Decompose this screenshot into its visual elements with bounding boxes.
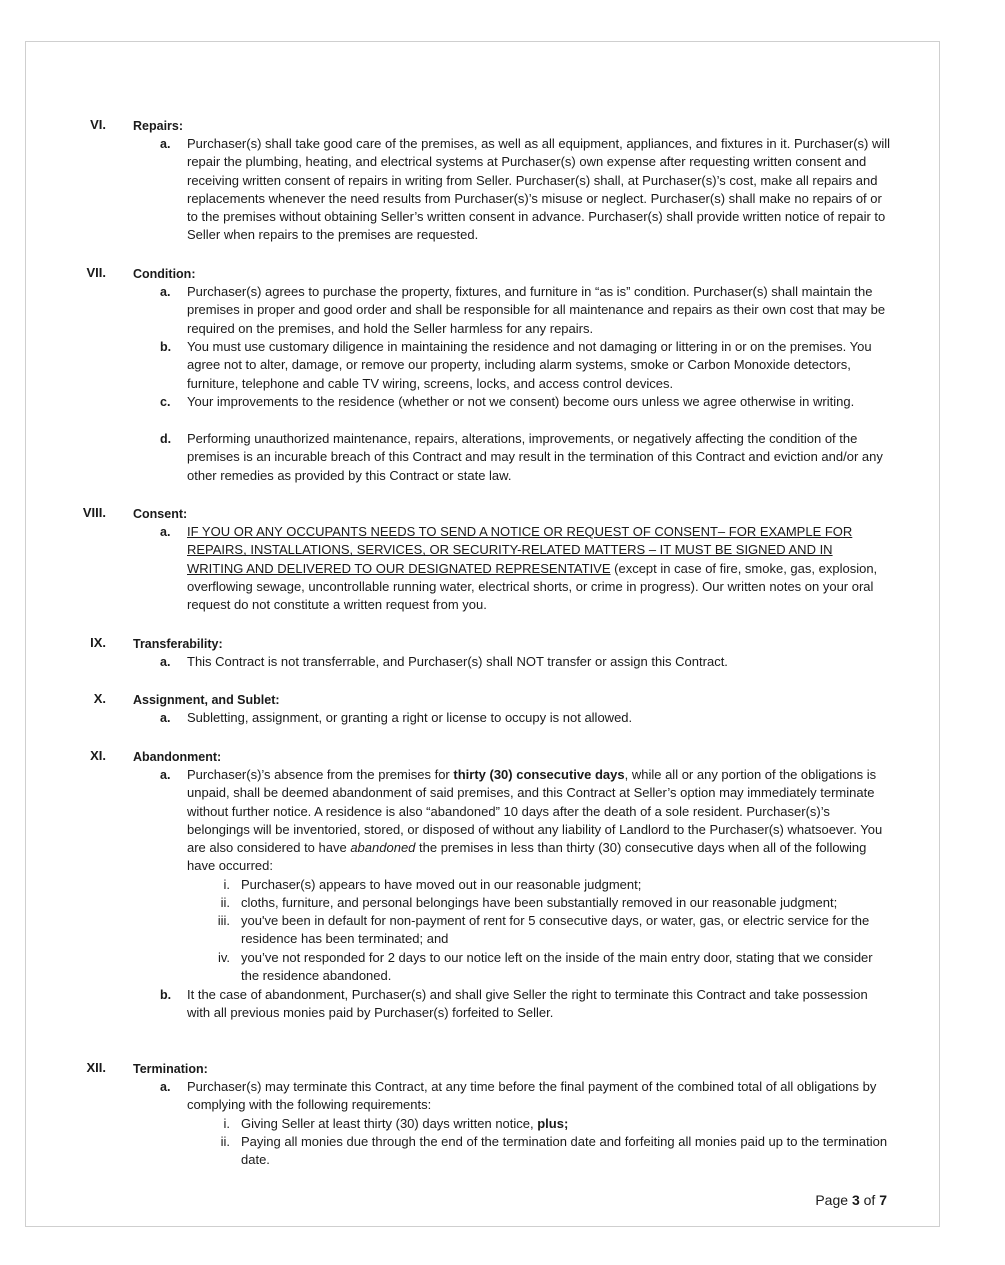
section-number: VIII. xyxy=(82,505,106,520)
sub-item-text: you've been in default for non-payment of rent for 5 consecutive days, or water, gas, or electric service for the residence has been terminated; and xyxy=(241,913,870,947)
section-number: VII. xyxy=(86,265,106,280)
item-letter: a. xyxy=(160,768,171,782)
roman-numeral: ii. xyxy=(220,895,230,910)
bold-duration: thirty (30) consecutive days xyxy=(453,767,625,782)
bold-plus: plus; xyxy=(537,1116,569,1131)
footer-page-label: Page xyxy=(815,1192,852,1208)
sub-item-text: Purchaser(s) appears to have moved out in our reasonable judgment; xyxy=(241,877,642,892)
item-text: Purchaser(s) shall take good care of the premises, as well as all equipment, appliances, and fixtures in it. Purchaser(s) will repair the plumbing, heating, and electrical systems at Purchaser(s) own expense after requesting written consent and receiving written consent of repairs in writing from Seller. Purchaser(s) shall, at Purchaser(s)’s cost, make all repairs and replacements whenever the need results from Purchaser(s)’s misuse or neglect. Purchaser(s) shall make no repairs of or to the premises without obtaining Seller’s written consent in advance. Purchaser(s) shall provide written notice of repair to Seller when repairs to the premises are requested. xyxy=(187,136,891,243)
item-text: It the case of abandonment, Purchaser(s) and shall give Seller the right to terminate this Contract and take possession with all previous monies paid by Purchaser(s) forfeited to Seller. xyxy=(187,987,868,1021)
sub-item-text xyxy=(241,1115,891,1133)
section-number: IX. xyxy=(90,635,106,650)
item-letter: a. xyxy=(160,1080,171,1094)
section-title: Condition: xyxy=(133,267,196,281)
footer-current-page: 3 xyxy=(851,1192,860,1208)
section-title: Transferability: xyxy=(133,637,223,651)
item-text: Performing unauthorized maintenance, repairs, alterations, improvements, or negatively affecting the condition of the premises is an incurable breach of this Contract and may result in the termination of this Contract and eviction and/or any other remedies as provided by this Contract or state law. xyxy=(187,431,883,483)
item-letter: a. xyxy=(160,285,171,299)
section-number: VI. xyxy=(90,117,106,132)
item-letter: d. xyxy=(160,432,172,446)
notice-rest: (except in case of fire, smoke, gas, explosion, overflowing sewage, uncontrollable running water, electrical shorts, or crime in progress). Our written notes on your oral request do not constitute a written request from you. xyxy=(187,560,878,613)
roman-numeral: iv. xyxy=(217,950,230,965)
document-page xyxy=(25,41,940,1227)
roman-numeral: i. xyxy=(223,1116,230,1131)
item-letter: a. xyxy=(160,655,171,669)
item-letter: a. xyxy=(160,711,171,725)
section-title: Abandonment: xyxy=(133,750,222,764)
footer-of-label: of xyxy=(859,1192,880,1208)
section-title: Repairs: xyxy=(133,119,184,133)
roman-numeral: iii. xyxy=(217,913,230,928)
section-title: Termination: xyxy=(133,1062,208,1076)
text-run: the premises in less than thirty (30) consecutive days when all of the following have occurred: xyxy=(187,840,867,874)
footer-total-pages: 7 xyxy=(879,1192,887,1208)
italic-term: abandoned xyxy=(350,840,416,856)
item-text: Subletting, assignment, or granting a right or license to occupy is not allowed. xyxy=(187,710,633,725)
text-run: Purchaser(s)’s absence from the premises for xyxy=(187,767,454,782)
item-letter: a. xyxy=(160,525,171,539)
underlined-notice: IF YOU OR ANY OCCUPANTS NEEDS TO SEND A NOTICE OR REQUEST OF CONSENT– FOR EXAMPLE FOR REPAIRS, INSTALLATIONS, SERVICES, OR SECURITY-RELATED MATTERS – IT MUST BE SIGNED AND IN WRITING AND DELIVERED TO OUR DESIGNATED REPRESENTATIVE xyxy=(187,524,853,576)
section-title: Assignment, and Sublet: xyxy=(133,693,280,707)
item-text: You must use customary diligence in maintaining the residence and not damaging or littering in or on the premises. You agree not to alter, damage, or remove our property, including alarm systems, smoke or Carbon Monoxide detectors, furniture, telephone and cable TV wiring, screens, locks, and access control devices. xyxy=(187,339,872,391)
section-number: XI. xyxy=(90,748,106,763)
item-text: Purchaser(s) agrees to purchase the property, fixtures, and furniture in “as is” condition. Purchaser(s) shall maintain the premises in proper and good order and shall be responsible for all maintenance and repairs as their own cost that may be required on the premises, and hold the Seller harmless for any repairs. xyxy=(187,284,886,336)
item-text xyxy=(187,523,892,614)
section-number: X. xyxy=(93,691,106,706)
roman-numeral: ii. xyxy=(220,1134,230,1149)
section-title: Consent: xyxy=(133,507,188,521)
text-run: , while all or any portion of the obligations is unpaid, shall be deemed abandonment of said premises, and this Contract at Seller’s option may immediately terminate without further notice. A residence is also “abandoned” 10 days after the death of a sole resident. Purchaser(s)’s belongings will be inventoried, stored, or disposed of without any liability of Landlord to the Purchaser(s) whatsoever. You are also considered to have xyxy=(187,767,883,856)
item-text xyxy=(187,766,892,876)
roman-numeral: i. xyxy=(223,877,230,892)
page-number xyxy=(815,1191,887,1209)
item-letter: b. xyxy=(160,988,172,1002)
item-text: Your improvements to the residence (whether or not we consent) become ours unless we agree otherwise in writing. xyxy=(187,394,855,409)
item-letter: c. xyxy=(160,395,171,409)
text-run: Giving Seller at least thirty (30) days written notice, xyxy=(241,1116,538,1131)
item-letter: a. xyxy=(160,137,171,151)
sub-item-text: you’ve not responded for 2 days to our notice left on the inside of the main entry door, stating that we consider the residence abandoned. xyxy=(241,950,873,984)
item-letter: b. xyxy=(160,340,172,354)
sub-item-text: Paying all monies due through the end of the termination date and forfeiting all monies paid up to the termination date. xyxy=(241,1134,888,1168)
section-number: XII. xyxy=(86,1060,106,1075)
item-text: This Contract is not transferrable, and Purchaser(s) shall NOT transfer or assign this Contract. xyxy=(187,654,728,669)
item-text: Purchaser(s) may terminate this Contract, at any time before the final payment of the combined total of all obligations by complying with the following requirements: xyxy=(187,1079,877,1113)
sub-item-text: cloths, furniture, and personal belongings have been substantially removed in our reasonable judgment; xyxy=(241,895,838,910)
